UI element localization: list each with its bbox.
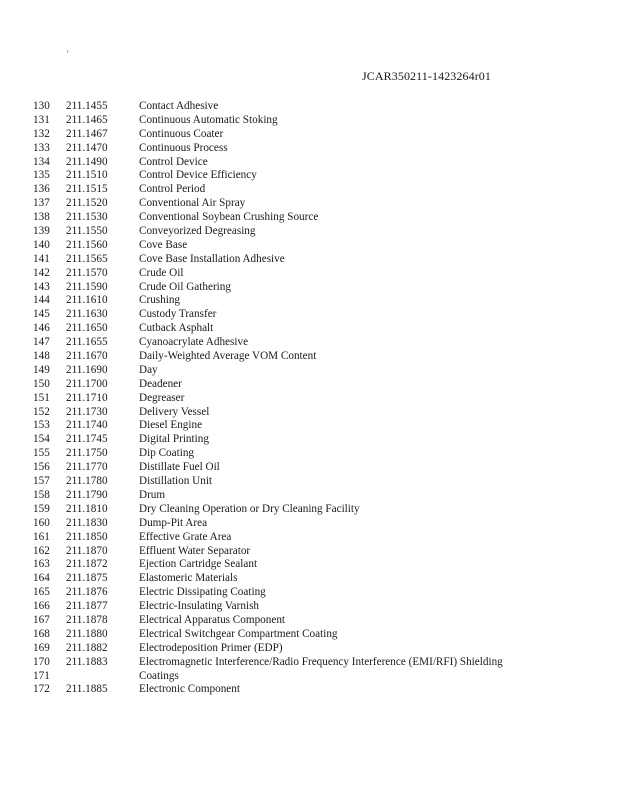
defined-term: Dry Cleaning Operation or Dry Cleaning Facility bbox=[139, 502, 360, 515]
section-number: 211.1655 bbox=[66, 336, 108, 349]
list-item bbox=[0, 128, 618, 142]
line-number: 138 bbox=[33, 211, 50, 224]
defined-term: Daily-Weighted Average VOM Content bbox=[139, 350, 317, 363]
list-item bbox=[0, 628, 618, 642]
list-item bbox=[0, 461, 618, 475]
section-number: 211.1565 bbox=[66, 252, 108, 265]
section-number: 211.1830 bbox=[66, 516, 108, 529]
line-number: 166 bbox=[33, 600, 50, 613]
line-number: 130 bbox=[33, 100, 50, 112]
list-item bbox=[0, 503, 618, 517]
document-code: JCAR350211-1423264r01 bbox=[362, 69, 491, 83]
section-number: 211.1790 bbox=[66, 488, 108, 501]
line-number: 165 bbox=[33, 586, 50, 599]
section-number: 211.1875 bbox=[66, 572, 108, 585]
defined-term: Digital Printing bbox=[139, 433, 209, 446]
defined-term: Delivery Vessel bbox=[139, 405, 210, 418]
defined-term: Elastomeric Materials bbox=[139, 572, 238, 585]
defined-term: Crude Oil bbox=[139, 266, 184, 279]
line-number: 143 bbox=[33, 280, 50, 293]
defined-term: Electric-Insulating Varnish bbox=[139, 600, 260, 613]
line-number: 172 bbox=[33, 683, 50, 696]
list-item bbox=[0, 364, 618, 378]
line-number: 157 bbox=[33, 475, 50, 488]
list-item bbox=[0, 433, 618, 447]
defined-term: Conventional Soybean Crushing Source bbox=[139, 211, 319, 224]
line-number: 164 bbox=[33, 572, 50, 585]
defined-term: Cutback Asphalt bbox=[139, 322, 214, 335]
line-number: 168 bbox=[33, 627, 50, 640]
section-number: 211.1883 bbox=[66, 655, 108, 668]
list-item bbox=[0, 683, 618, 697]
list-item bbox=[0, 600, 618, 614]
line-number: 160 bbox=[33, 516, 50, 529]
section-number: 211.1710 bbox=[66, 391, 108, 404]
list-item bbox=[0, 586, 618, 600]
defined-term: Custody Transfer bbox=[139, 308, 217, 321]
line-number: 136 bbox=[33, 183, 50, 196]
section-number: 211.1850 bbox=[66, 530, 108, 543]
section-number: 211.1810 bbox=[66, 502, 108, 515]
list-item bbox=[0, 447, 618, 461]
line-number: 148 bbox=[33, 350, 50, 363]
list-item bbox=[0, 392, 618, 406]
section-number: 211.1465 bbox=[66, 113, 108, 126]
defined-term: Crude Oil Gathering bbox=[139, 280, 231, 293]
defined-term: Dump-Pit Area bbox=[139, 516, 208, 529]
line-number: 149 bbox=[33, 363, 50, 376]
list-item bbox=[0, 100, 618, 114]
list-item bbox=[0, 670, 618, 684]
line-number: 133 bbox=[33, 141, 50, 154]
section-number: 211.1560 bbox=[66, 238, 108, 251]
defined-term: Crushing bbox=[139, 294, 181, 307]
defined-term: Control Period bbox=[139, 183, 206, 196]
defined-term: Diesel Engine bbox=[139, 419, 203, 432]
section-number: 211.1650 bbox=[66, 322, 108, 335]
list-item bbox=[0, 142, 618, 156]
section-number: 211.1745 bbox=[66, 433, 108, 446]
line-number: 147 bbox=[33, 336, 50, 349]
line-number: 134 bbox=[33, 155, 50, 168]
defined-term: Cyanoacrylate Adhesive bbox=[139, 336, 249, 349]
defined-term: Distillate Fuel Oil bbox=[139, 461, 220, 474]
section-number: 211.1670 bbox=[66, 350, 108, 363]
list-item bbox=[0, 475, 618, 489]
line-number: 154 bbox=[33, 433, 50, 446]
list-item bbox=[0, 642, 618, 656]
line-number: 158 bbox=[33, 488, 50, 501]
list-item bbox=[0, 531, 618, 545]
list-item bbox=[0, 406, 618, 420]
list-item bbox=[0, 294, 618, 308]
line-number: 142 bbox=[33, 266, 50, 279]
line-number: 153 bbox=[33, 419, 50, 432]
defined-term: Effluent Water Separator bbox=[139, 544, 251, 557]
list-item bbox=[0, 614, 618, 628]
line-number: 145 bbox=[33, 308, 50, 321]
section-number: 211.1882 bbox=[66, 641, 108, 654]
section-number: 211.1885 bbox=[66, 683, 108, 696]
line-number: 146 bbox=[33, 322, 50, 335]
list-item bbox=[0, 545, 618, 559]
section-number: 211.1877 bbox=[66, 600, 108, 613]
section-number: 211.1590 bbox=[66, 280, 108, 293]
line-number: 169 bbox=[33, 641, 50, 654]
section-number: 211.1470 bbox=[66, 141, 108, 154]
section-number: 211.1490 bbox=[66, 155, 108, 168]
list-item bbox=[0, 225, 618, 239]
list-item bbox=[0, 558, 618, 572]
section-number: 211.1872 bbox=[66, 558, 108, 571]
defined-term: Contact Adhesive bbox=[139, 100, 219, 112]
defined-term: Continuous Coater bbox=[139, 127, 224, 140]
section-number: 211.1690 bbox=[66, 363, 108, 376]
defined-term: Continuous Automatic Stoking bbox=[139, 113, 278, 126]
section-number: 211.1880 bbox=[66, 627, 108, 640]
section-number: 211.1455 bbox=[66, 100, 108, 112]
line-number: 140 bbox=[33, 238, 50, 251]
definitions-list bbox=[0, 100, 618, 697]
list-item bbox=[0, 197, 618, 211]
section-number: 211.1876 bbox=[66, 586, 108, 599]
list-item bbox=[0, 336, 618, 350]
defined-term: Cove Base bbox=[139, 238, 188, 251]
defined-term: Electrical Apparatus Component bbox=[139, 613, 286, 626]
list-item bbox=[0, 322, 618, 336]
list-item bbox=[0, 572, 618, 586]
defined-term: Coatings bbox=[139, 669, 179, 682]
list-item bbox=[0, 378, 618, 392]
line-number: 135 bbox=[33, 169, 50, 182]
section-number: 211.1550 bbox=[66, 225, 108, 238]
section-number: 211.1515 bbox=[66, 183, 108, 196]
line-number: 141 bbox=[33, 252, 50, 265]
list-item bbox=[0, 267, 618, 281]
section-number: 211.1730 bbox=[66, 405, 108, 418]
list-item bbox=[0, 169, 618, 183]
line-number: 170 bbox=[33, 655, 50, 668]
line-number: 171 bbox=[33, 669, 50, 682]
section-number: 211.1570 bbox=[66, 266, 108, 279]
defined-term: Degreaser bbox=[139, 391, 185, 404]
line-number: 150 bbox=[33, 377, 50, 390]
line-number: 132 bbox=[33, 127, 50, 140]
line-number: 139 bbox=[33, 225, 50, 238]
defined-term: Distillation Unit bbox=[139, 475, 213, 488]
defined-term: Conventional Air Spray bbox=[139, 197, 246, 210]
list-item bbox=[0, 114, 618, 128]
defined-term: Control Device bbox=[139, 155, 208, 168]
line-number: 151 bbox=[33, 391, 50, 404]
line-number: 159 bbox=[33, 502, 50, 515]
list-item bbox=[0, 156, 618, 170]
section-number: 211.1630 bbox=[66, 308, 108, 321]
line-number: 155 bbox=[33, 447, 50, 460]
list-item bbox=[0, 350, 618, 364]
list-item bbox=[0, 489, 618, 503]
section-number: 211.1520 bbox=[66, 197, 108, 210]
defined-term: Electrodeposition Primer (EDP) bbox=[139, 641, 283, 654]
list-item bbox=[0, 183, 618, 197]
defined-term: Electromagnetic Interference/Radio Frequency Interference (EMI/RFI) Shielding bbox=[139, 655, 503, 668]
list-item bbox=[0, 656, 618, 670]
defined-term: Electronic Component bbox=[139, 683, 240, 696]
defined-term: Conveyorized Degreasing bbox=[139, 225, 256, 238]
line-number: 144 bbox=[33, 294, 50, 307]
line-number: 137 bbox=[33, 197, 50, 210]
section-number: 211.1780 bbox=[66, 475, 108, 488]
line-number: 162 bbox=[33, 544, 50, 557]
section-number: 211.1510 bbox=[66, 169, 108, 182]
section-number: 211.1750 bbox=[66, 447, 108, 460]
defined-term: Drum bbox=[139, 488, 166, 501]
section-number: 211.1610 bbox=[66, 294, 108, 307]
defined-term: Cove Base Installation Adhesive bbox=[139, 252, 285, 265]
defined-term: Day bbox=[139, 363, 158, 376]
defined-term: Ejection Cartridge Sealant bbox=[139, 558, 258, 571]
defined-term: Continuous Process bbox=[139, 141, 228, 154]
stray-mark: ' bbox=[67, 49, 69, 59]
line-number: 152 bbox=[33, 405, 50, 418]
line-number: 167 bbox=[33, 613, 50, 626]
defined-term: Dip Coating bbox=[139, 447, 195, 460]
defined-term: Electrical Switchgear Compartment Coating bbox=[139, 627, 338, 640]
section-number: 211.1870 bbox=[66, 544, 108, 557]
defined-term: Control Device Efficiency bbox=[139, 169, 257, 182]
list-item bbox=[0, 253, 618, 267]
defined-term: Deadener bbox=[139, 377, 182, 390]
line-number: 156 bbox=[33, 461, 50, 474]
list-item bbox=[0, 517, 618, 531]
line-number: 161 bbox=[33, 530, 50, 543]
section-number: 211.1740 bbox=[66, 419, 108, 432]
list-item bbox=[0, 308, 618, 322]
line-number: 131 bbox=[33, 113, 50, 126]
section-number: 211.1467 bbox=[66, 127, 108, 140]
section-number: 211.1530 bbox=[66, 211, 108, 224]
section-number: 211.1878 bbox=[66, 613, 108, 626]
list-item bbox=[0, 211, 618, 225]
list-item bbox=[0, 281, 618, 295]
section-number: 211.1700 bbox=[66, 377, 108, 390]
list-item bbox=[0, 239, 618, 253]
defined-term: Electric Dissipating Coating bbox=[139, 586, 266, 599]
list-item bbox=[0, 419, 618, 433]
defined-term: Effective Grate Area bbox=[139, 530, 232, 543]
line-number: 163 bbox=[33, 558, 50, 571]
section-number: 211.1770 bbox=[66, 461, 108, 474]
